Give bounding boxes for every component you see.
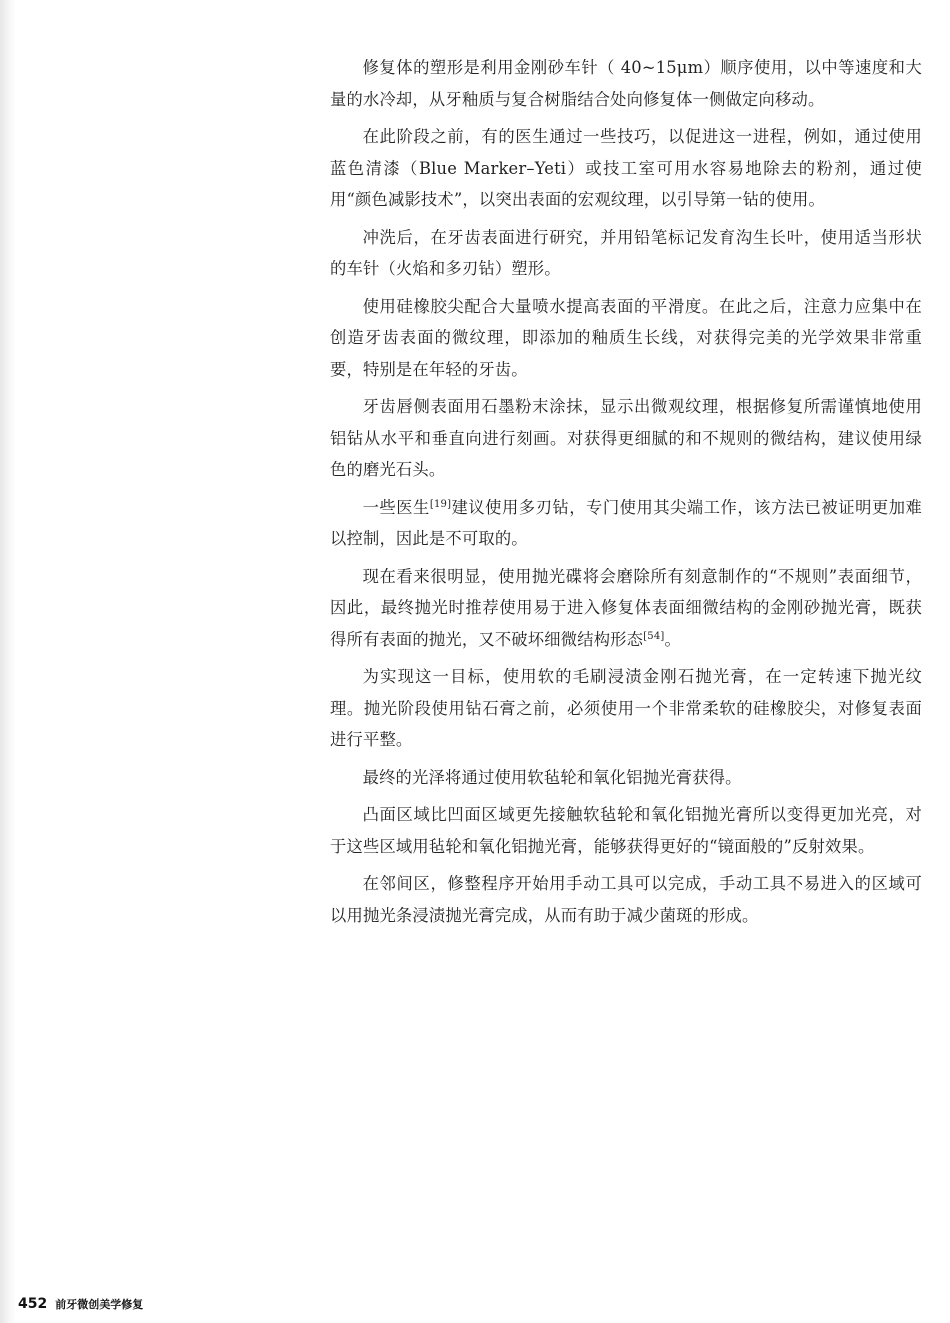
paragraph-8 bbox=[330, 661, 922, 756]
paragraph-text: 牙齿唇侧表面用石墨粉末涂抹，显示出微观纹理，根据修复所需谨慎地使用铝钻从水平和垂直向进行刻画。对获得更细腻的和不规则的微结构，建议使用绿色的磨光石头。 bbox=[330, 397, 922, 479]
paragraph-text: 在此阶段之前，有的医生通过一些技巧，以促进这一进程，例如，通过使用蓝色清漆（Blue Marker–Yeti）或技工室可用水容易地除去的粉剂，通过使用“颜色减影技术”，以突出表面的宏观纹理，以引导第一钻的使用。 bbox=[330, 127, 922, 209]
paragraph-text: 。 bbox=[664, 629, 681, 649]
paragraph-4 bbox=[330, 291, 922, 386]
paragraph-text: 凸面区域比凹面区域更先接触软毡轮和氧化铝抛光膏所以变得更加光亮，对于这些区域用毡轮和氧化铝抛光膏，能够获得更好的“镜面般的”反射效果。 bbox=[330, 805, 922, 856]
paragraph-text: 建议使用多刃钻，专门使用其尖端工作，该方法已被证明更加难以控制，因此是不可取的。 bbox=[330, 497, 922, 548]
paragraph-5 bbox=[330, 391, 922, 486]
paragraph-1 bbox=[330, 52, 922, 115]
paragraph-text: 一些医生 bbox=[362, 497, 430, 517]
paragraph-9 bbox=[330, 762, 922, 794]
citation-ref: [19] bbox=[429, 498, 452, 510]
paragraph-text: 使用硅橡胶尖配合大量喷水提高表面的平滑度。在此之后，注意力应集中在创造牙齿表面的微纹理，即添加的釉质生长线，对获得完美的光学效果非常重要，特别是在年轻的牙齿。 bbox=[330, 296, 922, 379]
citation-ref: [54] bbox=[643, 630, 665, 642]
paragraph-text: 现在看来很明显，使用抛光碟将会磨除所有刻意制作的“不规则”表面细节，因此，最终抛光时推荐使用易于进入修复体表面细微结构的金刚砂抛光膏，既获得所有表面的抛光，又不破坏细微结构形态 bbox=[330, 566, 922, 649]
page-footer bbox=[18, 1296, 143, 1316]
paragraph-text: 最终的光泽将通过使用软毡轮和氧化铝抛光膏获得。 bbox=[362, 767, 742, 787]
paragraph-3 bbox=[330, 222, 922, 285]
paragraph-2 bbox=[330, 121, 922, 216]
page-edge-shadow bbox=[0, 0, 16, 1323]
paragraph-7 bbox=[330, 561, 922, 656]
book-title: 前牙微创美学修复 bbox=[55, 1298, 144, 1311]
paragraph-text: 为实现这一目标，使用软的毛刷浸渍金刚石抛光膏，在一定转速下抛光纹理。抛光阶段使用钻石膏之前，必须使用一个非常柔软的硅橡胶尖，对修复表面进行平整。 bbox=[330, 667, 922, 749]
body-text bbox=[330, 52, 922, 937]
paragraph-6 bbox=[330, 492, 922, 555]
paragraph-10 bbox=[330, 799, 922, 862]
paragraph-text: 在邻间区，修整程序开始用手动工具可以完成，手动工具不易进入的区域可以用抛光条浸渍抛光膏完成，从而有助于减少菌斑的形成。 bbox=[330, 874, 922, 925]
paragraph-text: 冲洗后，在牙齿表面进行研究，并用铅笔标记发育沟生长叶，使用适当形状的车针（火焰和多刃钻）塑形。 bbox=[330, 227, 922, 278]
paragraph-text: 修复体的塑形是利用金刚砂车针（ 40~15μm）顺序使用，以中等速度和大量的水冷却，从牙釉质与复合树脂结合处向修复体一侧做定向移动。 bbox=[330, 58, 922, 109]
paragraph-11 bbox=[330, 868, 922, 931]
page-number: 452 bbox=[18, 1296, 48, 1312]
